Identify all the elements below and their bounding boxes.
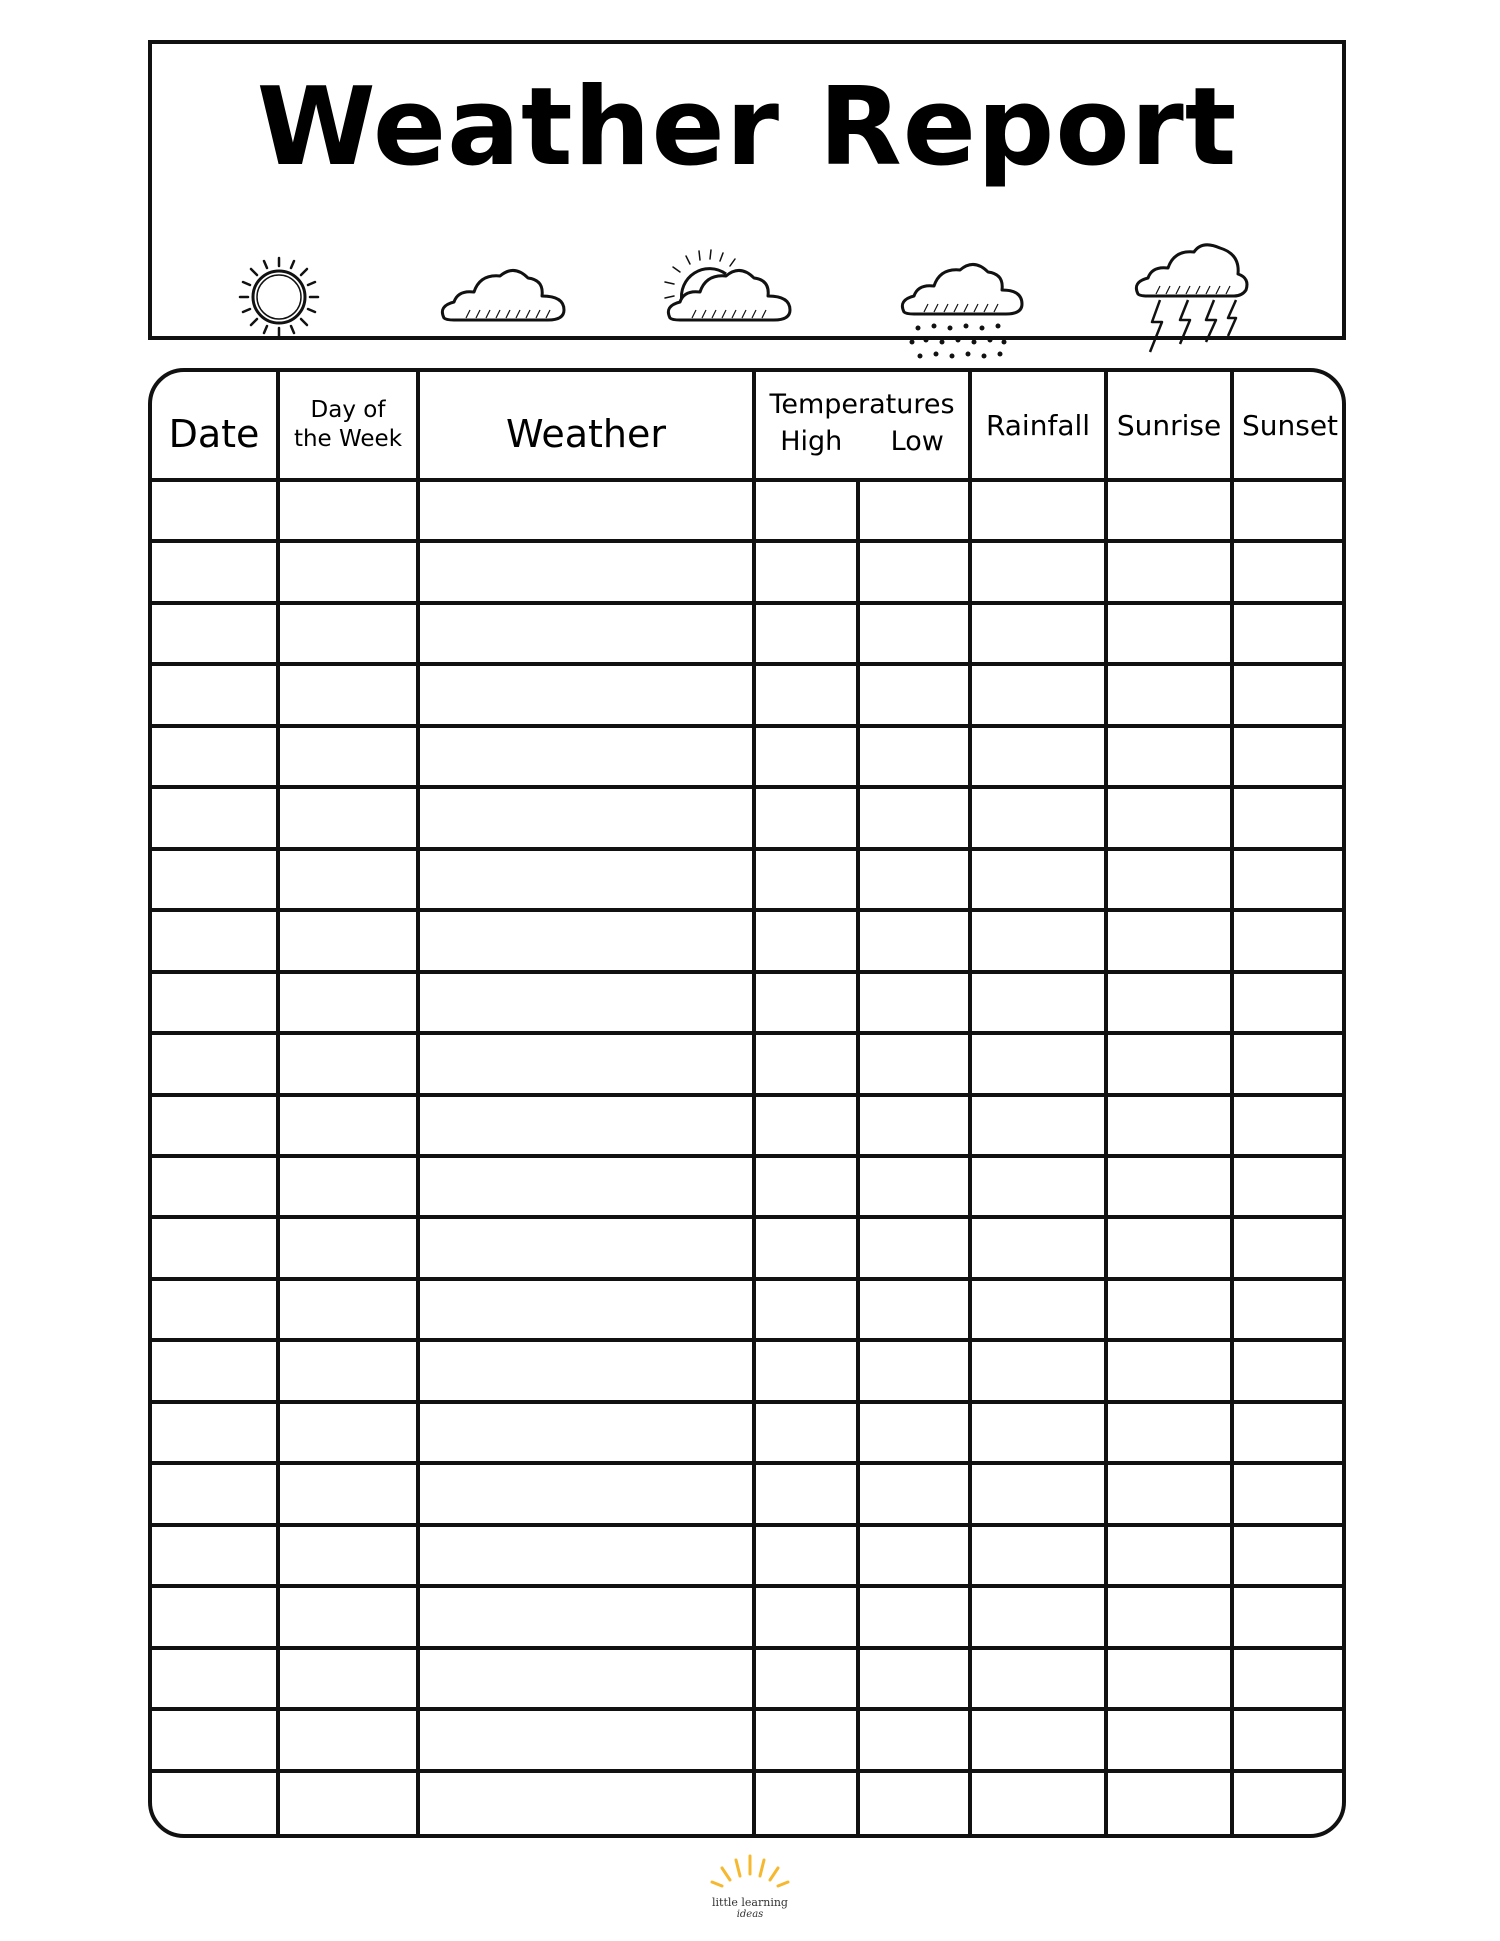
column-divider — [752, 482, 756, 1834]
table-row[interactable] — [152, 789, 1342, 850]
table-row[interactable] — [152, 1588, 1342, 1649]
header-temperatures-label: Temperatures — [769, 389, 955, 420]
header-day-of-week — [280, 372, 420, 478]
table-row[interactable] — [152, 974, 1342, 1035]
brand-logo — [700, 1852, 800, 1934]
header-date — [152, 372, 280, 478]
table-row[interactable] — [152, 1711, 1342, 1772]
weather-log-table — [148, 368, 1346, 1838]
table-row[interactable] — [152, 1650, 1342, 1711]
header-temperatures — [756, 372, 972, 478]
header-sunrise-label: Sunrise — [1116, 408, 1222, 442]
column-divider — [276, 482, 280, 1834]
table-row[interactable] — [152, 543, 1342, 604]
column-divider — [1104, 482, 1108, 1834]
table-row[interactable] — [152, 1773, 1342, 1830]
logo-subtext: ideas — [736, 1909, 764, 1920]
table-row[interactable] — [152, 605, 1342, 666]
header-rainfall-label: Rainfall — [985, 408, 1091, 442]
header-sunset — [1234, 372, 1346, 478]
header-temperatures-sub — [756, 426, 968, 457]
thunderstorm-icon — [1130, 240, 1252, 364]
logo-text: little learning — [712, 1896, 788, 1909]
column-divider — [856, 482, 860, 1834]
table-row[interactable] — [152, 1219, 1342, 1280]
table-row[interactable] — [152, 1097, 1342, 1158]
table-row[interactable] — [152, 912, 1342, 973]
table-row[interactable] — [152, 1404, 1342, 1465]
table-row[interactable] — [152, 1465, 1342, 1526]
table-row[interactable] — [152, 1035, 1342, 1096]
cloud-icon — [436, 262, 570, 328]
header-sunrise — [1108, 372, 1234, 478]
header-low-label: Low — [890, 426, 944, 457]
table-body — [152, 482, 1342, 1834]
header-high-label: High — [780, 426, 843, 457]
column-divider — [1230, 482, 1234, 1834]
table-row[interactable] — [152, 1342, 1342, 1403]
table-row[interactable] — [152, 851, 1342, 912]
sun-icon — [236, 254, 322, 340]
header-sunset-label: Sunset — [1241, 408, 1339, 442]
header-weather — [420, 372, 756, 478]
header-weather-label: Weather — [506, 412, 666, 456]
header-date-label: Date — [168, 412, 260, 456]
header-day-line1: Day of — [310, 397, 386, 424]
table-row[interactable] — [152, 1158, 1342, 1219]
header-day-line2: the Week — [293, 426, 403, 452]
table-row[interactable] — [152, 482, 1342, 543]
header-box — [148, 40, 1346, 340]
table-row[interactable] — [152, 728, 1342, 789]
column-divider — [968, 482, 972, 1834]
table-row[interactable] — [152, 666, 1342, 727]
header-rainfall — [972, 372, 1108, 478]
snow-cloud-icon — [896, 258, 1026, 368]
table-row[interactable] — [152, 1281, 1342, 1342]
page-title: Weather Report — [256, 65, 1238, 190]
column-divider — [416, 482, 420, 1834]
weather-icons-row — [152, 224, 1342, 344]
table-row[interactable] — [152, 1527, 1342, 1588]
partly-sunny-icon — [660, 246, 800, 328]
sunburst-icon — [700, 1852, 800, 1892]
